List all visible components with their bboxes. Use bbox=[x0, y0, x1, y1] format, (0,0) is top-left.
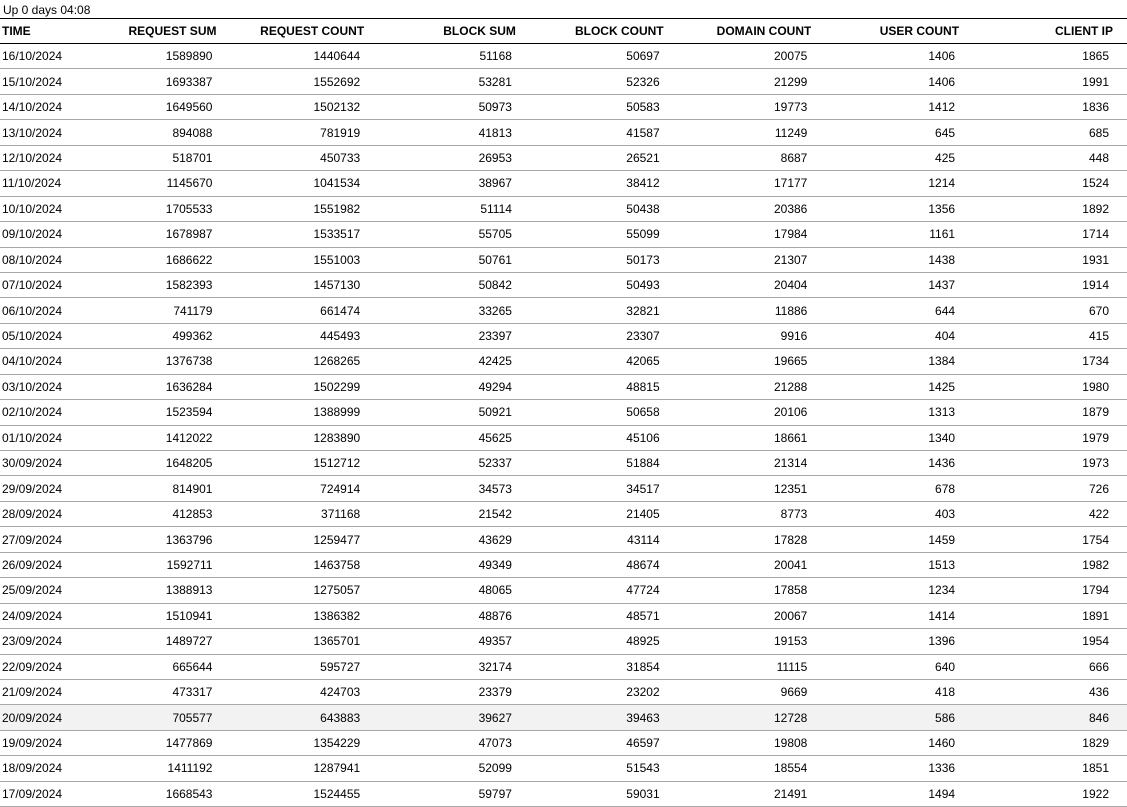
cell-user-count: 1161 bbox=[929, 227, 956, 242]
cell-time: 03/10/2024 bbox=[2, 379, 63, 394]
cell-request-sum: 1693387 bbox=[165, 74, 213, 89]
cell-request-sum: 1363796 bbox=[165, 532, 213, 547]
cell-client-ip: 1980 bbox=[1082, 379, 1109, 394]
cell-block-count: 50697 bbox=[626, 49, 660, 64]
cell-time: 27/09/2024 bbox=[2, 532, 63, 547]
header-block-sum: BLOCK SUM bbox=[443, 24, 516, 38]
table-row bbox=[0, 501, 1127, 526]
header-row bbox=[0, 19, 1127, 44]
cell-request-sum: 518701 bbox=[172, 150, 213, 165]
cell-block-sum: 53281 bbox=[478, 74, 512, 89]
cell-time: 22/09/2024 bbox=[2, 659, 63, 674]
cell-request-count: 450733 bbox=[320, 150, 361, 165]
cell-client-ip: 1954 bbox=[1082, 634, 1109, 649]
cell-block-sum: 50921 bbox=[478, 405, 512, 420]
table-row bbox=[0, 451, 1127, 476]
table-row bbox=[0, 476, 1127, 501]
cell-client-ip: 1754 bbox=[1082, 532, 1109, 547]
cell-domain-count: 8773 bbox=[780, 507, 808, 522]
cell-client-ip: 1829 bbox=[1082, 736, 1109, 751]
cell-request-count: 1552692 bbox=[313, 74, 361, 89]
table-row bbox=[0, 374, 1127, 399]
cell-block-sum: 38967 bbox=[478, 176, 512, 191]
cell-time: 15/10/2024 bbox=[2, 74, 63, 89]
cell-client-ip: 422 bbox=[1088, 507, 1109, 522]
cell-request-count: 1512712 bbox=[313, 456, 361, 471]
cell-block-count: 45106 bbox=[626, 430, 660, 445]
cell-client-ip: 1973 bbox=[1082, 456, 1109, 471]
cell-request-sum: 1477869 bbox=[165, 736, 213, 751]
cell-user-count: 1414 bbox=[928, 608, 956, 623]
cell-request-count: 1502132 bbox=[313, 100, 361, 115]
cell-user-count: 586 bbox=[935, 710, 956, 725]
table-row bbox=[0, 400, 1127, 425]
cell-client-ip: 666 bbox=[1088, 659, 1109, 674]
cell-domain-count: 21299 bbox=[773, 74, 808, 89]
table-row bbox=[0, 578, 1127, 603]
cell-request-count: 1287941 bbox=[313, 761, 361, 776]
cell-user-count: 1384 bbox=[928, 354, 956, 369]
header-user-count: USER COUNT bbox=[879, 24, 960, 38]
cell-time: 16/10/2024 bbox=[2, 49, 63, 64]
cell-request-sum: 1589890 bbox=[165, 49, 213, 64]
cell-request-sum: 1510941 bbox=[165, 608, 213, 623]
table-row bbox=[0, 247, 1127, 272]
cell-block-count: 55099 bbox=[626, 227, 660, 242]
cell-request-sum: 1649560 bbox=[165, 100, 213, 115]
cell-user-count: 425 bbox=[935, 150, 956, 165]
cell-user-count: 404 bbox=[935, 329, 956, 344]
cell-block-count: 38412 bbox=[626, 176, 660, 191]
cell-request-count: 661474 bbox=[320, 303, 361, 318]
cell-user-count: 678 bbox=[935, 481, 956, 496]
cell-time: 04/10/2024 bbox=[2, 354, 63, 369]
cell-block-sum: 42425 bbox=[478, 354, 512, 369]
uptime-status: Up 0 days 04:08 bbox=[3, 3, 91, 17]
table-row bbox=[0, 196, 1127, 221]
cell-request-count: 424703 bbox=[320, 685, 361, 700]
cell-domain-count: 12728 bbox=[773, 710, 808, 725]
cell-time: 11/10/2024 bbox=[2, 176, 62, 191]
cell-request-sum: 1648205 bbox=[165, 456, 213, 471]
table-row bbox=[0, 756, 1127, 781]
cell-request-sum: 412853 bbox=[172, 507, 213, 522]
cell-domain-count: 17828 bbox=[773, 532, 808, 547]
header-block-count: BLOCK COUNT bbox=[574, 24, 664, 38]
header-domain-count: DOMAIN COUNT bbox=[716, 24, 812, 38]
cell-time: 21/09/2024 bbox=[2, 685, 63, 700]
table-row bbox=[0, 603, 1127, 628]
cell-request-count: 1457130 bbox=[313, 278, 361, 293]
cell-block-sum: 43629 bbox=[478, 532, 512, 547]
cell-user-count: 1460 bbox=[928, 736, 956, 751]
cell-domain-count: 19773 bbox=[773, 100, 808, 115]
cell-user-count: 1437 bbox=[928, 278, 956, 293]
cell-client-ip: 448 bbox=[1088, 150, 1109, 165]
cell-domain-count: 21314 bbox=[773, 456, 808, 471]
cell-request-count: 1524455 bbox=[313, 786, 361, 801]
cell-block-count: 31854 bbox=[626, 659, 660, 674]
table-row bbox=[0, 425, 1127, 450]
cell-domain-count: 17984 bbox=[773, 227, 808, 242]
cell-domain-count: 11886 bbox=[774, 303, 808, 318]
cell-block-sum: 59797 bbox=[478, 786, 512, 801]
cell-time: 18/09/2024 bbox=[2, 761, 63, 776]
cell-user-count: 1406 bbox=[928, 74, 956, 89]
cell-block-count: 50173 bbox=[626, 252, 660, 267]
cell-request-count: 1551003 bbox=[313, 252, 361, 267]
cell-client-ip: 1851 bbox=[1082, 761, 1109, 776]
cell-request-count: 1354229 bbox=[313, 736, 361, 751]
cell-client-ip: 1891 bbox=[1082, 608, 1109, 623]
cell-request-count: 1463758 bbox=[313, 557, 361, 572]
cell-user-count: 640 bbox=[935, 659, 956, 674]
cell-block-sum: 50761 bbox=[478, 252, 512, 267]
cell-user-count: 1356 bbox=[928, 201, 956, 216]
table-row bbox=[0, 552, 1127, 577]
cell-block-count: 50493 bbox=[626, 278, 660, 293]
cell-request-sum: 1636284 bbox=[165, 379, 213, 394]
cell-request-sum: 1668543 bbox=[165, 786, 213, 801]
cell-domain-count: 21491 bbox=[773, 786, 808, 801]
cell-time: 10/10/2024 bbox=[2, 201, 63, 216]
cell-client-ip: 1794 bbox=[1082, 583, 1109, 598]
table-row bbox=[0, 654, 1127, 679]
cell-request-count: 781919 bbox=[320, 125, 361, 140]
cell-block-count: 48815 bbox=[626, 379, 660, 394]
cell-user-count: 644 bbox=[935, 303, 956, 318]
table-header bbox=[0, 19, 1127, 44]
cell-time: 14/10/2024 bbox=[2, 100, 63, 115]
cell-request-sum: 741179 bbox=[173, 303, 213, 318]
cell-block-count: 48674 bbox=[626, 557, 660, 572]
cell-request-count: 1283890 bbox=[313, 430, 361, 445]
table-row bbox=[0, 171, 1127, 196]
table-row bbox=[0, 705, 1127, 730]
cell-block-count: 46597 bbox=[626, 736, 660, 751]
cell-block-count: 59031 bbox=[626, 786, 660, 801]
cell-block-sum: 50842 bbox=[478, 278, 512, 293]
cell-block-count: 34517 bbox=[626, 481, 660, 496]
cell-time: 17/09/2024 bbox=[2, 786, 63, 801]
cell-block-sum: 48065 bbox=[478, 583, 512, 598]
cell-request-sum: 1592711 bbox=[166, 557, 213, 572]
cell-client-ip: 415 bbox=[1088, 329, 1109, 344]
cell-block-sum: 45625 bbox=[478, 430, 512, 445]
cell-request-sum: 1388913 bbox=[165, 583, 213, 598]
cell-time: 13/10/2024 bbox=[2, 125, 63, 140]
header-time: TIME bbox=[2, 24, 31, 38]
cell-block-sum: 26953 bbox=[478, 150, 512, 165]
cell-domain-count: 21307 bbox=[773, 252, 808, 267]
cell-client-ip: 685 bbox=[1088, 125, 1109, 140]
stats-table bbox=[0, 18, 1127, 807]
cell-time: 20/09/2024 bbox=[2, 710, 63, 725]
cell-domain-count: 19665 bbox=[773, 354, 808, 369]
cell-client-ip: 1734 bbox=[1082, 354, 1109, 369]
cell-request-count: 1386382 bbox=[313, 608, 361, 623]
cell-block-count: 47724 bbox=[626, 583, 660, 598]
cell-block-count: 52326 bbox=[626, 74, 660, 89]
cell-user-count: 1436 bbox=[928, 456, 956, 471]
cell-user-count: 1438 bbox=[928, 252, 956, 267]
cell-request-count: 595727 bbox=[320, 659, 361, 674]
cell-block-count: 23307 bbox=[626, 329, 660, 344]
cell-time: 01/10/2024 bbox=[2, 430, 63, 445]
cell-block-count: 51543 bbox=[626, 761, 660, 776]
cell-request-count: 1365701 bbox=[313, 634, 361, 649]
cell-time: 12/10/2024 bbox=[2, 150, 63, 165]
cell-time: 07/10/2024 bbox=[2, 278, 63, 293]
header-request-sum: REQUEST SUM bbox=[128, 24, 217, 38]
table-row bbox=[0, 44, 1127, 69]
cell-request-sum: 1412022 bbox=[165, 430, 213, 445]
cell-block-sum: 41813 bbox=[478, 125, 512, 140]
cell-block-count: 39463 bbox=[626, 710, 660, 725]
cell-domain-count: 8687 bbox=[780, 150, 808, 165]
cell-request-count: 1440644 bbox=[313, 49, 361, 64]
cell-client-ip: 1914 bbox=[1082, 278, 1109, 293]
cell-request-count: 1533517 bbox=[313, 227, 361, 242]
cell-block-sum: 49294 bbox=[478, 379, 512, 394]
table-row bbox=[0, 94, 1127, 119]
cell-client-ip: 1714 bbox=[1082, 227, 1109, 242]
cell-time: 19/09/2024 bbox=[2, 736, 63, 751]
cell-domain-count: 20041 bbox=[773, 557, 808, 572]
cell-request-sum: 1705533 bbox=[165, 201, 213, 216]
cell-client-ip: 1922 bbox=[1082, 786, 1109, 801]
cell-user-count: 1494 bbox=[928, 786, 956, 801]
cell-request-sum: 1376738 bbox=[165, 354, 213, 369]
cell-user-count: 1412 bbox=[928, 100, 956, 115]
cell-request-sum: 1582393 bbox=[165, 278, 213, 293]
cell-block-sum: 51168 bbox=[479, 49, 512, 64]
cell-time: 05/10/2024 bbox=[2, 329, 63, 344]
cell-request-count: 1041534 bbox=[313, 176, 361, 191]
cell-domain-count: 20075 bbox=[773, 49, 808, 64]
cell-user-count: 645 bbox=[935, 125, 956, 140]
cell-block-sum: 55705 bbox=[478, 227, 512, 242]
table-row bbox=[0, 730, 1127, 755]
cell-time: 24/09/2024 bbox=[2, 608, 63, 623]
cell-client-ip: 1931 bbox=[1082, 252, 1109, 267]
cell-block-sum: 52337 bbox=[478, 456, 512, 471]
cell-block-count: 48925 bbox=[626, 634, 660, 649]
cell-domain-count: 20404 bbox=[773, 278, 808, 293]
table-row bbox=[0, 145, 1127, 170]
cell-domain-count: 19153 bbox=[773, 634, 808, 649]
cell-time: 23/09/2024 bbox=[2, 634, 63, 649]
cell-block-sum: 21542 bbox=[478, 507, 512, 522]
cell-time: 02/10/2024 bbox=[2, 405, 63, 420]
cell-block-sum: 32174 bbox=[478, 659, 512, 674]
cell-time: 28/09/2024 bbox=[2, 507, 63, 522]
cell-client-ip: 1979 bbox=[1082, 430, 1109, 445]
cell-domain-count: 17177 bbox=[773, 176, 808, 191]
cell-client-ip: 1982 bbox=[1082, 557, 1109, 572]
header-request-count: REQUEST COUNT bbox=[260, 24, 365, 38]
cell-request-sum: 814901 bbox=[172, 481, 213, 496]
cell-block-count: 21405 bbox=[626, 507, 660, 522]
cell-block-count: 43114 bbox=[627, 532, 660, 547]
cell-domain-count: 17858 bbox=[773, 583, 808, 598]
cell-user-count: 1425 bbox=[928, 379, 956, 394]
table-row bbox=[0, 69, 1127, 94]
cell-time: 25/09/2024 bbox=[2, 583, 63, 598]
cell-request-sum: 1523594 bbox=[165, 405, 213, 420]
cell-time: 06/10/2024 bbox=[2, 303, 63, 318]
cell-block-sum: 48876 bbox=[478, 608, 512, 623]
cell-block-sum: 51114 bbox=[480, 201, 512, 216]
cell-request-sum: 1145670 bbox=[166, 176, 213, 191]
cell-domain-count: 21288 bbox=[773, 379, 808, 394]
cell-client-ip: 1879 bbox=[1082, 405, 1109, 420]
header-client-ip: CLIENT IP bbox=[1054, 24, 1113, 38]
cell-request-count: 1259477 bbox=[313, 532, 361, 547]
cell-domain-count: 11249 bbox=[774, 125, 808, 140]
cell-user-count: 1406 bbox=[928, 49, 956, 64]
table-row bbox=[0, 323, 1127, 348]
cell-request-count: 1551982 bbox=[313, 201, 361, 216]
cell-request-count: 724914 bbox=[320, 481, 361, 496]
cell-client-ip: 726 bbox=[1088, 481, 1109, 496]
cell-block-count: 26521 bbox=[626, 150, 660, 165]
cell-block-count: 48571 bbox=[626, 608, 660, 623]
cell-block-sum: 39627 bbox=[478, 710, 512, 725]
cell-time: 08/10/2024 bbox=[2, 252, 63, 267]
cell-domain-count: 12351 bbox=[773, 481, 808, 496]
cell-request-sum: 665644 bbox=[172, 659, 213, 674]
cell-request-sum: 473317 bbox=[172, 685, 213, 700]
cell-user-count: 1513 bbox=[928, 557, 956, 572]
table-row bbox=[0, 781, 1127, 806]
cell-domain-count: 20386 bbox=[773, 201, 808, 216]
cell-request-sum: 499362 bbox=[172, 329, 213, 344]
cell-user-count: 1214 bbox=[928, 176, 956, 191]
cell-request-count: 643883 bbox=[320, 710, 361, 725]
cell-request-sum: 894088 bbox=[172, 125, 213, 140]
cell-client-ip: 436 bbox=[1088, 685, 1109, 700]
cell-block-sum: 52099 bbox=[478, 761, 512, 776]
cell-time: 30/09/2024 bbox=[2, 456, 63, 471]
cell-block-sum: 50973 bbox=[478, 100, 512, 115]
cell-request-sum: 1411192 bbox=[167, 761, 213, 776]
cell-block-sum: 23397 bbox=[478, 329, 512, 344]
cell-block-count: 50658 bbox=[626, 405, 660, 420]
cell-domain-count: 9916 bbox=[780, 329, 808, 344]
cell-block-sum: 23379 bbox=[478, 685, 512, 700]
cell-user-count: 1459 bbox=[928, 532, 956, 547]
cell-client-ip: 1524 bbox=[1082, 176, 1109, 191]
cell-user-count: 1340 bbox=[928, 430, 956, 445]
table-row bbox=[0, 527, 1127, 552]
cell-block-sum: 49357 bbox=[478, 634, 512, 649]
table-row bbox=[0, 629, 1127, 654]
table-row bbox=[0, 679, 1127, 704]
cell-request-sum: 1678987 bbox=[165, 227, 213, 242]
cell-client-ip: 1991 bbox=[1082, 74, 1109, 89]
cell-request-count: 1268265 bbox=[313, 354, 361, 369]
cell-user-count: 403 bbox=[935, 507, 956, 522]
cell-block-count: 51884 bbox=[626, 456, 660, 471]
cell-time: 29/09/2024 bbox=[2, 481, 63, 496]
cell-client-ip: 1865 bbox=[1082, 49, 1109, 64]
cell-block-count: 32821 bbox=[626, 303, 660, 318]
cell-request-sum: 1686622 bbox=[165, 252, 213, 267]
cell-domain-count: 11115 bbox=[776, 659, 808, 674]
table-body bbox=[0, 44, 1127, 807]
cell-user-count: 1234 bbox=[928, 583, 956, 598]
cell-request-sum: 1489727 bbox=[165, 634, 213, 649]
cell-block-sum: 34573 bbox=[478, 481, 512, 496]
cell-client-ip: 846 bbox=[1088, 710, 1109, 725]
table-row bbox=[0, 120, 1127, 145]
cell-block-count: 42065 bbox=[626, 354, 660, 369]
cell-block-count: 23202 bbox=[626, 685, 660, 700]
cell-domain-count: 9669 bbox=[780, 685, 808, 700]
table-row bbox=[0, 298, 1127, 323]
cell-time: 26/09/2024 bbox=[2, 557, 63, 572]
table-row bbox=[0, 222, 1127, 247]
cell-request-count: 1502299 bbox=[313, 379, 361, 394]
cell-time: 09/10/2024 bbox=[2, 227, 63, 242]
cell-domain-count: 20067 bbox=[773, 608, 808, 623]
cell-request-count: 1275057 bbox=[313, 583, 361, 598]
cell-user-count: 1313 bbox=[928, 405, 956, 420]
cell-user-count: 1336 bbox=[928, 761, 956, 776]
cell-block-count: 41587 bbox=[626, 125, 660, 140]
cell-block-sum: 33265 bbox=[478, 303, 512, 318]
table-row bbox=[0, 349, 1127, 374]
cell-client-ip: 1892 bbox=[1082, 201, 1109, 216]
cell-domain-count: 20106 bbox=[773, 405, 808, 420]
table-row bbox=[0, 272, 1127, 297]
cell-user-count: 418 bbox=[935, 685, 956, 700]
cell-request-count: 1388999 bbox=[313, 405, 361, 420]
cell-domain-count: 19808 bbox=[773, 736, 808, 751]
cell-client-ip: 1836 bbox=[1082, 100, 1109, 115]
cell-request-count: 371168 bbox=[321, 507, 361, 522]
cell-block-count: 50438 bbox=[626, 201, 660, 216]
cell-block-sum: 47073 bbox=[478, 736, 512, 751]
cell-block-count: 50583 bbox=[626, 100, 660, 115]
cell-domain-count: 18661 bbox=[773, 430, 808, 445]
cell-user-count: 1396 bbox=[928, 634, 956, 649]
cell-domain-count: 18554 bbox=[773, 761, 808, 776]
cell-block-sum: 49349 bbox=[478, 557, 512, 572]
cell-request-count: 445493 bbox=[320, 329, 361, 344]
cell-client-ip: 670 bbox=[1088, 303, 1109, 318]
cell-request-sum: 705577 bbox=[172, 710, 213, 725]
